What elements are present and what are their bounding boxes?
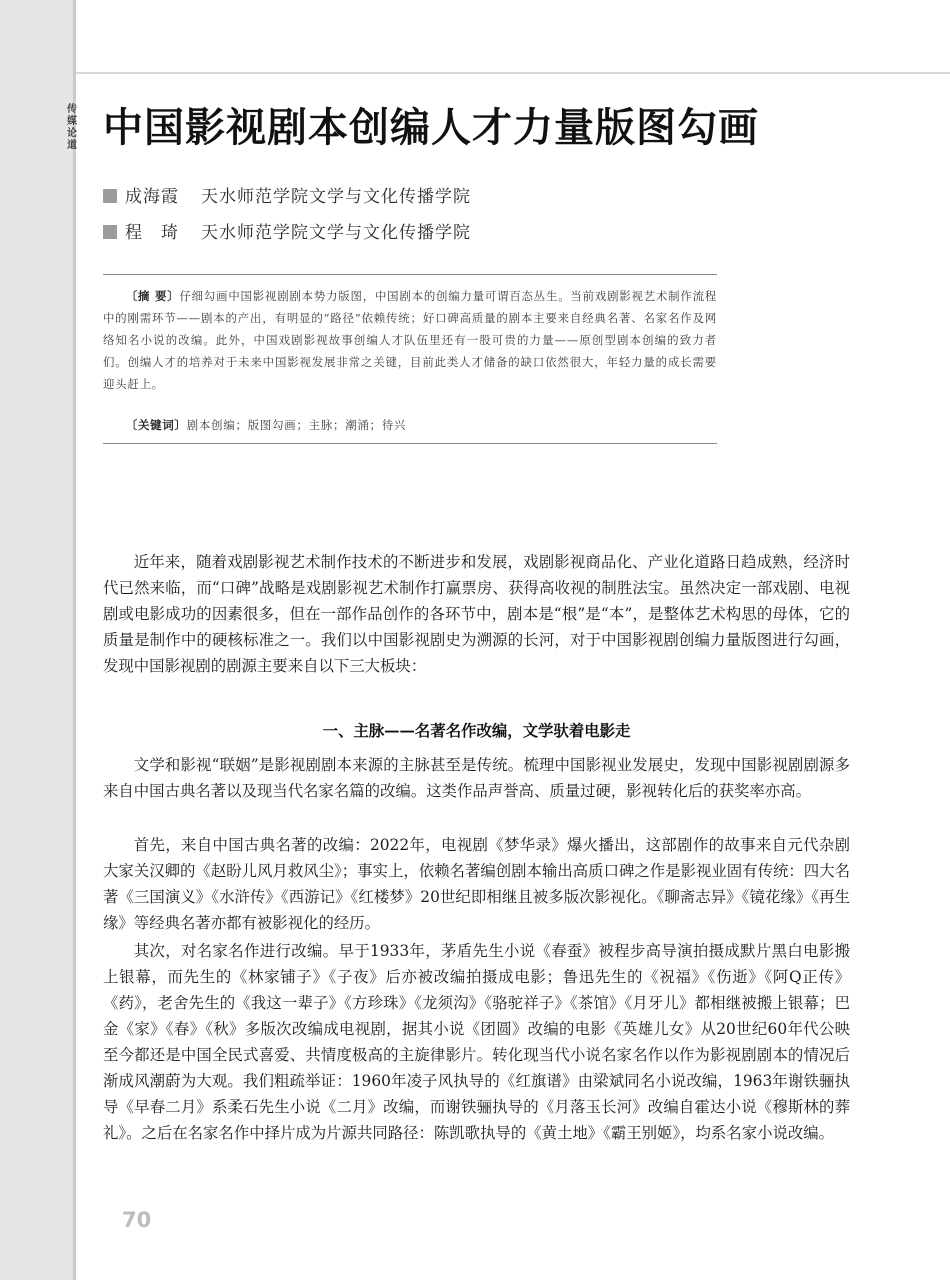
square-bullet-icon (103, 189, 117, 203)
keywords (103, 414, 717, 436)
keywords-label: 〔关键词〕 (125, 418, 187, 432)
author-affiliation: 天水师范学院文学与文化传播学院 (201, 223, 471, 243)
body-paragraph-2: 首先，来自中国古典名著的改编：2022年，电视剧《梦华录》爆火播出，这部剧作的故事来自元代杂剧大家关汉卿的《赵盼儿风月救风尘》；事实上，依赖名著编创剧本输出高质口碑之作是影视业固有传统：四大名著《三国演义》《水浒传》《西游记》《红楼梦》20世纪即相继且被多版次影视化。《聊斋志异》《镜花缘》《再生缘》等经典名著亦都有被影视化的经历。 (103, 836, 850, 932)
section-heading: 一、主脉——名著名作改编，文学驮着电影走 (322, 722, 631, 740)
author-name: 成海霞 (125, 187, 179, 207)
page-number: 70 (122, 1208, 152, 1232)
author-name: 程 琦 (125, 223, 179, 243)
abstract-text: 仔细勾画中国影视剧剧本势力版图，中国剧本的创编力量可谓百态丛生。当前戏剧影视艺术制作流程中的刚需环节——剧本的产出，有明显的“路径”依赖传统；好口碑高质量的剧本主要来自经典名著、名家名作及网络知名小说的改编。此外，中国戏剧影视故事创编人才队伍里还有一股可贵的力量——原创型剧本创编的致力者们。创编人才的培养对于未来中国影视发展非常之关键，目前此类人才储备的缺口依然很大，年轻力量的成长需要迎头赶上。 (103, 289, 718, 391)
abstract (103, 285, 717, 395)
body-paragraph-3: 其次，对名家名作进行改编。早于1933年，茅盾先生小说《春蚕》被程步高导演拍摄成默片黑白电影搬上银幕，而先生的《林家铺子》《子夜》后亦被改编拍摄成电影；鲁迅先生的《祝福》《伤逝》《阿Q正传》《药》，老舍先生的《我这一辈子》《方珍珠》《龙须沟》《骆驼祥子》《茶馆》《月牙儿》都相继被搬上银幕；巴金《家》《春》《秋》多版次改编成电视剧，据其小说《团圆》改编的电影《英雄儿女》从20世纪60年代公映至今都还是中国全民式喜爱、共情度极高的主旋律影片。转化现当代小说名家名作以作为影视剧剧本的情况后渐成风潮蔚为大观。我们粗疏举证：1960年凌子风执导的《红旗谱》由梁斌同名小说改编，1963年谢铁骊执导《早春二月》系柔石先生小说《二月》改编，而谢铁骊执导的《月落玉长河》改编自霍达小说《穆斯林的葬礼》。之后在名家名作中择片成为片源共同路径：陈凯歌执导的《黄土地》《霸王别姬》，均系名家小说改编。 (103, 942, 850, 1142)
column-label: 传媒论道 (67, 104, 77, 151)
margin-line (73, 0, 76, 1280)
margin-strip (0, 0, 73, 1280)
article-title: 中国影视剧本创编人才力量版图勾画 (103, 105, 759, 151)
square-bullet-icon (103, 225, 117, 239)
body-paragraph-1: 文学和影视“联姻”是影视剧剧本来源的主脉甚至是传统。梳理中国影视业发展史，发现中国影视剧剧源多来自中国古典名著以及现当代名家名篇的改编。这类作品声誉高、质量过硬，影视转化后的获奖率亦高。 (103, 756, 850, 800)
header-rule (76, 72, 950, 74)
keywords-text: 剧本创编；版图勾画；主脉；潮涌；待兴 (186, 418, 407, 432)
author-line-2 (103, 221, 471, 245)
author-line-1 (103, 185, 471, 209)
abstract-label: 〔摘 要〕 (125, 289, 180, 303)
intro-paragraph: 近年来，随着戏剧影视艺术制作技术的不断进步和发展，戏剧影视商品化、产业化道路日趋成熟，经济时代已然来临，而“口碑”战略是戏剧影视艺术制作打赢票房、获得高收视的制胜法宝。虽然决定一部戏剧、电视剧或电影成功的因素很多，但在一部作品创作的各环节中，剧本是“根”是“本”，是整体艺术构思的母体，它的质量是制作中的硬核标准之一。我们以中国影视剧史为溯源的长河，对于中国影视剧创编力量版图进行勾画，发现中国影视剧的剧源主要来自以下三大板块： (103, 553, 850, 675)
author-affiliation: 天水师范学院文学与文化传播学院 (201, 187, 471, 207)
